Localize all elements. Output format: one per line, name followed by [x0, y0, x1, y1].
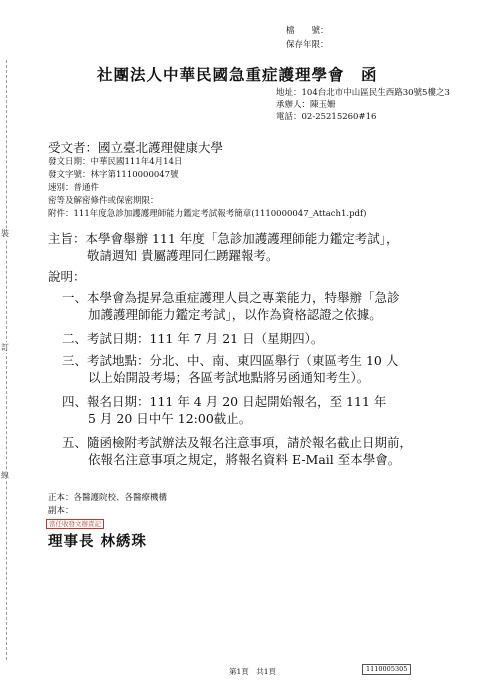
receipt-stamp: 當任收發文辦責記	[46, 519, 104, 529]
cc-copy: 副本：	[48, 506, 74, 516]
recipient: 受文者：國立臺北護理健康大學	[48, 140, 224, 155]
item-4-line-1: 四、報名日期：111 年 4 月 20 日起開始報名，至 111 年	[62, 394, 387, 409]
item-2-line-1: 二、考試日期：111 年 7 月 21 日（星期四）。	[62, 331, 324, 346]
file-number-label: 檔 號：	[286, 26, 329, 36]
document-number: 發文字號：林字第1110000047號	[48, 170, 179, 180]
margin-mark-bottom: 線	[1, 471, 9, 480]
speed-level: 速別：普通件	[48, 183, 100, 193]
sender-phone: 電話：02-25215260#16	[276, 112, 377, 122]
binding-line	[6, 60, 7, 660]
item-5-line-2: 依報名注意事項之規定，將報名資料 E-Mail 至本學會。	[88, 452, 401, 467]
issue-date: 發文日期：中華民國111年4月14日	[48, 157, 183, 167]
item-3-line-1: 三、考試地點：分北、中、南、東四區舉行（東區考生 10 人	[62, 353, 399, 368]
item-3-line-2: 以上始開設考場；各區考試地點將另函通知考生）。	[88, 370, 370, 385]
attachment-link[interactable]: 附件：111年度急診加護護理師能力鑑定考試報考簡章(1110000047_Attach1.pdf)	[48, 209, 367, 219]
item-5-line-1: 五、隨函檢附考試辦法及報名注意事項，請於報名截止日期前，	[62, 435, 413, 450]
page-number: 第1頁 共1頁	[229, 667, 277, 676]
document-title: 社團法人中華民國急重症護理學會 函	[97, 65, 378, 84]
cc-primary: 正本：各醫護院校、各醫療機構	[48, 493, 168, 503]
sender-contact: 承辦人：陳玉姍	[276, 100, 336, 110]
item-1-line-1: 一、本學會為提昇急重症護理人員之專業能力，特舉辦「急診	[62, 290, 400, 305]
signature: 理事長 林綉珠	[48, 533, 148, 550]
sender-address: 地址：104台北市中山區民生西路30號5樓之3	[276, 88, 450, 98]
document-barcode: 1110005305	[362, 664, 411, 675]
margin-mark-middle: 訂	[1, 343, 9, 352]
margin-mark-top: 裝	[1, 229, 9, 238]
subject-line-1: 主旨：本學會舉辦 111 年度「急診加護護理師能力鑑定考試」，	[48, 231, 399, 246]
item-1-line-2: 加護護理師能力鑑定考試」，以作為資格認證之依據。	[88, 307, 382, 322]
retention-label: 保存年限：	[286, 40, 329, 50]
item-4-line-2: 5 月 20 日中午 12:00截止。	[88, 411, 252, 426]
explanation-label: 說明：	[48, 269, 86, 284]
secrecy-level: 密等及解密條件或保密期限：	[48, 196, 159, 206]
subject-line-2: 敬請週知 貴屬護理同仁踴躍報考。	[87, 248, 279, 263]
